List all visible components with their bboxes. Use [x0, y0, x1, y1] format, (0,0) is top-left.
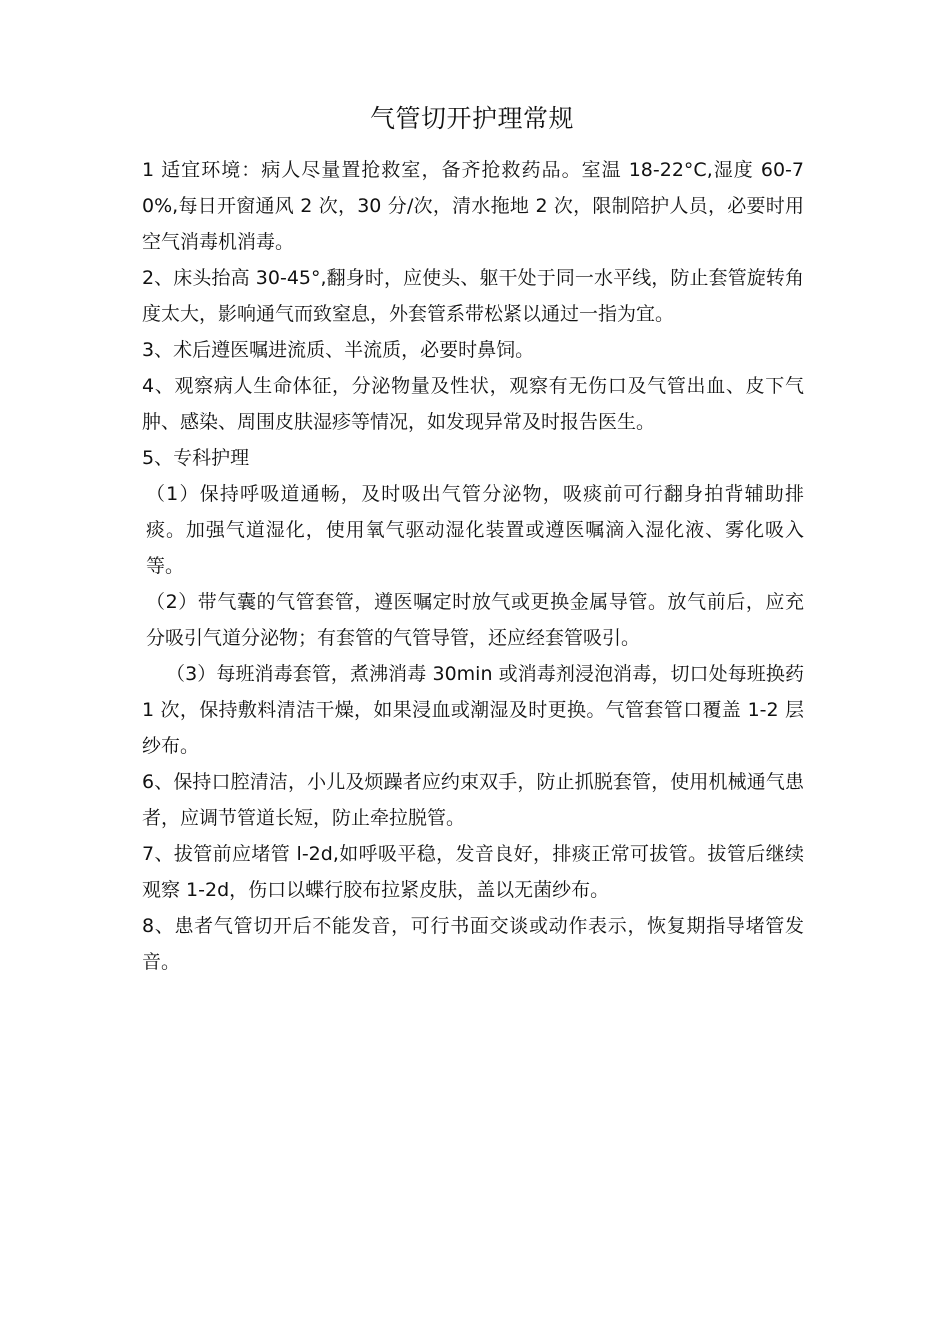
- paragraph-extubation: 7、拔管前应堵管 l-2d,如呼吸平稳，发音良好，排痰正常可拔管。拔管后继续观察 1-2d，伤口以蝶行胶布拉紧皮肤，盖以无菌纱布。: [142, 843, 804, 901]
- document-body: [142, 152, 804, 980]
- paragraph-specialty-care-heading: 5、专科护理: [142, 447, 250, 469]
- document-title: 气管切开护理常规: [369, 104, 574, 133]
- paragraph-diet: 3、术后遵医嘱进流质、半流质，必要时鼻饲。: [142, 339, 535, 361]
- paragraph-bed-position: 2、床头抬高 30-45°,翻身时，应使头、躯干处于同一水平线，防止套管旋转角度太大，影响通气而致窒息，外套管系带松紧以通过一指为宜。: [142, 267, 804, 325]
- paragraph-environment: 1 适宜环境：病人尽量置抢救室，备齐抢救药品。室温 18-22°C,湿度 60-70%,每日开窗通风 2 次，30 分/次，清水拖地 2 次，限制陪护人员，必要时用空气消毒机消毒。: [142, 159, 804, 253]
- paragraph-oral-care: 6、保持口腔清洁，小儿及烦躁者应约束双手，防止抓脱套管，使用机械通气患者，应调节管道长短，防止牵拉脱管。: [142, 771, 804, 829]
- paragraph-communication: 8、患者气管切开后不能发音，可行书面交谈或动作表示，恢复期指导堵管发音。: [142, 915, 804, 973]
- paragraph-airway: （1）保持呼吸道通畅，及时吸出气管分泌物，吸痰前可行翻身拍背辅助排痰。加强气道湿化，使用氧气驱动湿化装置或遵医嘱滴入湿化液、雾化吸入等。: [146, 483, 804, 577]
- paragraph-disinfection: （3）每班消毒套管，煮沸消毒 30min 或消毒剂浸泡消毒，切口处每班换药 1 次，保持敷料清洁干燥，如果浸血或潮湿及时更换。气管套管口覆盖 1-2 层纱布。: [142, 663, 804, 757]
- paragraph-observation: 4、观察病人生命体征，分泌物量及性状，观察有无伤口及气管出血、皮下气肿、感染、周围皮肤湿疹等情况，如发现异常及时报告医生。: [142, 375, 804, 433]
- paragraph-cuffed-tube: （2）带气囊的气管套管，遵医嘱定时放气或更换金属导管。放气前后，应充分吸引气道分泌物；有套管的气管导管，还应经套管吸引。: [146, 591, 804, 649]
